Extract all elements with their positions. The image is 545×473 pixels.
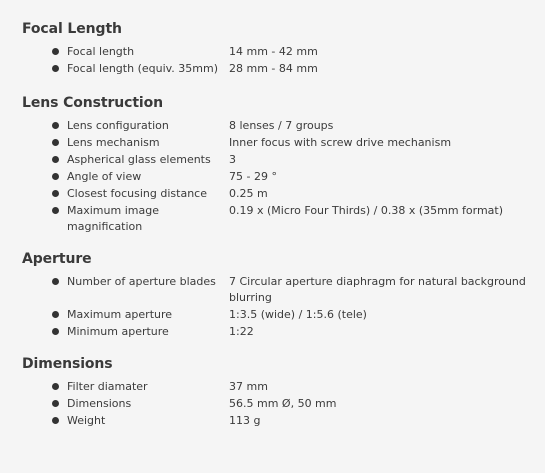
spec-label: Lens mechanism xyxy=(67,136,160,149)
spec-list xyxy=(22,274,545,340)
spec-label: Number of aperture blades xyxy=(67,275,216,288)
bullet-icon xyxy=(52,328,59,335)
spec-label: Minimum aperture xyxy=(67,325,169,338)
spec-list xyxy=(22,118,545,235)
bullet-icon xyxy=(52,48,59,55)
spec-row xyxy=(22,61,545,77)
spec-value: 56.5 mm Ø, 50 mm xyxy=(229,397,337,410)
bullet-icon xyxy=(52,139,59,146)
section-title: Aperture xyxy=(22,251,92,267)
section-aperture xyxy=(22,249,545,340)
spec-row xyxy=(22,379,545,395)
spec-value: 37 mm xyxy=(229,380,268,393)
section-lens-construction xyxy=(22,93,545,235)
spec-value: Inner focus with screw drive mechanism xyxy=(229,136,452,149)
spec-value: 3 xyxy=(229,153,236,166)
bullet-icon xyxy=(52,278,59,285)
spec-label: Dimensions xyxy=(67,397,132,410)
bullet-icon xyxy=(52,65,59,72)
spec-row xyxy=(22,152,545,168)
bullet-icon xyxy=(52,122,59,129)
spec-label: Weight xyxy=(67,414,106,427)
bullet-icon xyxy=(52,383,59,390)
bullet-icon xyxy=(52,207,59,214)
spec-row xyxy=(22,413,545,429)
spec-row xyxy=(22,307,545,323)
spec-row xyxy=(22,324,545,340)
spec-value: 1:3.5 (wide) / 1:5.6 (tele) xyxy=(229,308,367,321)
spec-label: Angle of view xyxy=(67,170,142,183)
spec-label: Aspherical glass elements xyxy=(67,153,211,166)
spec-label: Focal length (equiv. 35mm) xyxy=(67,62,219,75)
spec-label: Maximum image magnification xyxy=(67,204,159,233)
spec-row xyxy=(22,169,545,185)
bullet-icon xyxy=(52,400,59,407)
spec-label: Closest focusing distance xyxy=(67,187,207,200)
spec-value: 28 mm - 84 mm xyxy=(229,62,318,75)
spec-row xyxy=(22,396,545,412)
spec-value: 14 mm - 42 mm xyxy=(229,45,318,58)
section-title: Dimensions xyxy=(22,356,113,372)
spec-label: Lens configuration xyxy=(67,119,169,132)
bullet-icon xyxy=(52,156,59,163)
spec-label: Filter diamater xyxy=(67,380,148,393)
section-dimensions xyxy=(22,354,545,429)
spec-row xyxy=(22,274,545,306)
spec-row xyxy=(22,44,545,60)
spec-value: 0.25 m xyxy=(229,187,268,200)
spec-list xyxy=(22,44,545,77)
section-title: Lens Construction xyxy=(22,95,164,111)
section-title: Focal Length xyxy=(22,21,122,37)
spec-list xyxy=(22,379,545,429)
spec-label: Focal length xyxy=(67,45,135,58)
bullet-icon xyxy=(52,311,59,318)
bullet-icon xyxy=(52,190,59,197)
spec-value: 8 lenses / 7 groups xyxy=(229,119,334,132)
spec-value: 113 g xyxy=(229,414,261,427)
spec-value: 75 - 29 ° xyxy=(229,170,277,183)
spec-row xyxy=(22,186,545,202)
spec-row xyxy=(22,135,545,151)
spec-row xyxy=(22,118,545,134)
section-focal-length xyxy=(22,19,545,77)
spec-value: 1:22 xyxy=(229,325,254,338)
bullet-icon xyxy=(52,173,59,180)
bullet-icon xyxy=(52,417,59,424)
spec-value: 7 Circular aperture diaphragm for natural background blurring xyxy=(229,275,526,304)
spec-value: 0.19 x (Micro Four Thirds) / 0.38 x (35mm format) xyxy=(229,204,504,217)
spec-row xyxy=(22,203,545,235)
spec-label: Maximum aperture xyxy=(67,308,173,321)
